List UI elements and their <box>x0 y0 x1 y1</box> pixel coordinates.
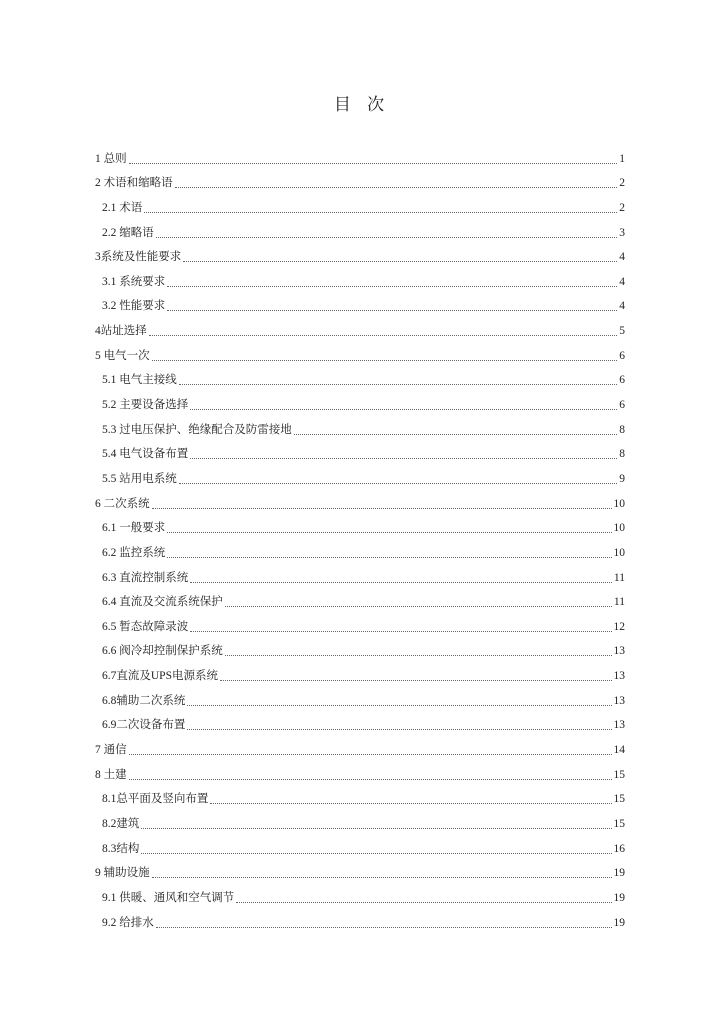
toc-entry-label: 1 总则 <box>95 152 127 165</box>
dot-leader <box>190 409 617 410</box>
toc-title: 目 次 <box>333 95 391 114</box>
toc-entry-page: 13 <box>613 694 625 707</box>
dot-leader <box>175 187 618 188</box>
toc-entry[interactable] <box>95 292 625 317</box>
dot-leader <box>179 384 618 385</box>
toc-entry-label: 6.1 一般要求 <box>102 522 166 535</box>
dot-leader <box>144 212 617 213</box>
dot-leader <box>179 483 618 484</box>
toc-entry-page: 6 <box>619 349 625 362</box>
dot-leader <box>187 705 611 706</box>
toc-entry[interactable] <box>95 785 625 810</box>
dot-leader <box>149 335 618 336</box>
toc-entry-label: 6.2 监控系统 <box>102 546 166 559</box>
dot-leader <box>167 310 617 311</box>
toc-entry-page: 13 <box>613 670 625 683</box>
toc-entry-page: 12 <box>613 620 625 633</box>
toc-entry-label: 8.2建筑 <box>102 817 140 830</box>
toc-entry-page: 1 <box>619 152 625 165</box>
toc-entry[interactable] <box>95 834 625 859</box>
toc-entry-label: 6.8辅助二次系统 <box>102 694 186 707</box>
dot-leader <box>152 877 612 878</box>
toc-entry[interactable] <box>95 809 625 834</box>
table-of-contents <box>95 144 625 933</box>
toc-entry-page: 8 <box>619 423 625 436</box>
dot-leader <box>210 803 611 804</box>
dot-leader <box>156 927 612 928</box>
dot-leader <box>167 286 617 287</box>
toc-entry-page: 19 <box>613 916 625 929</box>
dot-leader <box>187 729 611 730</box>
toc-entry[interactable] <box>95 859 625 884</box>
toc-entry[interactable] <box>95 169 625 194</box>
toc-entry-page: 11 <box>613 596 625 609</box>
toc-entry-page: 11 <box>613 571 625 584</box>
toc-entry-label: 8.3结构 <box>102 842 140 855</box>
toc-entry-page: 19 <box>613 891 625 904</box>
toc-entry-label: 7 通信 <box>95 744 127 757</box>
toc-entry[interactable] <box>95 711 625 736</box>
dot-leader <box>141 853 611 854</box>
dot-leader <box>294 434 618 435</box>
toc-entry-page: 4 <box>619 251 625 264</box>
dot-leader <box>141 828 611 829</box>
dot-leader <box>152 360 618 361</box>
toc-entry[interactable] <box>95 341 625 366</box>
toc-entry-label: 5.5 站用电系统 <box>102 472 177 485</box>
toc-entry-label: 3.1 系统要求 <box>102 275 166 288</box>
toc-entry-page: 19 <box>613 867 625 880</box>
toc-entry-page: 3 <box>619 226 625 239</box>
toc-entry-page: 6 <box>619 374 625 387</box>
toc-entry-label: 8.1总平面及竖向布置 <box>102 793 209 806</box>
dot-leader <box>152 508 612 509</box>
toc-entry-label: 5 电气一次 <box>95 349 150 362</box>
toc-entry[interactable] <box>95 883 625 908</box>
toc-entry-label: 9.1 供暖、通风和空气调节 <box>102 891 235 904</box>
toc-entry[interactable] <box>95 612 625 637</box>
toc-entry-label: 9.2 给排水 <box>102 916 154 929</box>
dot-leader <box>225 606 612 607</box>
toc-entry[interactable] <box>95 588 625 613</box>
toc-entry[interactable] <box>95 415 625 440</box>
toc-entry-label: 5.1 电气主接线 <box>102 374 177 387</box>
toc-entry-page: 15 <box>613 793 625 806</box>
toc-entry-label: 3系统及性能要求 <box>95 251 182 264</box>
toc-entry-label: 2.2 缩略语 <box>102 226 154 239</box>
dot-leader <box>190 631 611 632</box>
toc-entry-page: 4 <box>619 300 625 313</box>
toc-entry[interactable] <box>95 661 625 686</box>
toc-entry[interactable] <box>95 316 625 341</box>
dot-leader <box>156 237 618 238</box>
toc-entry[interactable] <box>95 637 625 662</box>
toc-entry[interactable] <box>95 538 625 563</box>
toc-entry[interactable] <box>95 563 625 588</box>
toc-entry-label: 5.4 电气设备布置 <box>102 448 189 461</box>
toc-entry[interactable] <box>95 489 625 514</box>
toc-entry-page: 10 <box>613 497 625 510</box>
toc-entry-label: 2.1 术语 <box>102 201 143 214</box>
toc-entry-page: 14 <box>613 744 625 757</box>
toc-entry-page: 10 <box>613 522 625 535</box>
toc-entry-label: 3.2 性能要求 <box>102 300 166 313</box>
toc-entry-page: 10 <box>613 546 625 559</box>
toc-entry-page: 5 <box>619 325 625 338</box>
dot-leader <box>225 655 612 656</box>
toc-entry[interactable] <box>95 390 625 415</box>
dot-leader <box>167 557 611 558</box>
toc-entry-label: 6.9二次设备布置 <box>102 719 186 732</box>
toc-entry[interactable] <box>95 243 625 268</box>
dot-leader <box>236 902 611 903</box>
toc-entry-page: 2 <box>619 201 625 214</box>
toc-entry[interactable] <box>95 366 625 391</box>
toc-entry-label: 6 二次系统 <box>95 497 150 510</box>
toc-entry-page: 13 <box>613 645 625 658</box>
toc-entry-label: 8 土建 <box>95 768 127 781</box>
toc-entry-label: 9 辅助设施 <box>95 867 150 880</box>
toc-entry[interactable] <box>95 144 625 169</box>
toc-entry[interactable] <box>95 267 625 292</box>
toc-entry[interactable] <box>95 735 625 760</box>
dot-leader <box>220 680 612 681</box>
dot-leader <box>129 754 612 755</box>
toc-entry-label: 6.7直流及UPS电源系统 <box>102 670 218 683</box>
toc-entry-page: 16 <box>613 842 625 855</box>
toc-entry[interactable] <box>95 908 625 933</box>
toc-entry-page: 8 <box>619 448 625 461</box>
toc-entry[interactable] <box>95 193 625 218</box>
toc-entry-page: 2 <box>619 177 625 190</box>
toc-entry-label: 6.6 阀冷却控制保护系统 <box>102 645 223 658</box>
toc-entry-label: 6.4 直流及交流系统保护 <box>102 596 223 609</box>
toc-entry-label: 5.3 过电压保护、绝缘配合及防雷接地 <box>102 423 292 436</box>
dot-leader <box>183 261 617 262</box>
dot-leader <box>129 779 612 780</box>
toc-entry-label: 6.5 暂态故障录波 <box>102 620 189 633</box>
toc-entry-label: 2 术语和缩略语 <box>95 177 173 190</box>
toc-entry[interactable] <box>95 686 625 711</box>
toc-entry-page: 15 <box>613 768 625 781</box>
dot-leader <box>167 532 611 533</box>
toc-entry[interactable] <box>95 514 625 539</box>
toc-entry-page: 13 <box>613 719 625 732</box>
toc-entry-label: 6.3 直流控制系统 <box>102 571 189 584</box>
toc-entry-page: 6 <box>619 399 625 412</box>
toc-entry-page: 15 <box>613 817 625 830</box>
toc-entry[interactable] <box>95 464 625 489</box>
toc-entry[interactable] <box>95 218 625 243</box>
dot-leader <box>190 458 617 459</box>
toc-entry-page: 9 <box>619 472 625 485</box>
dot-leader <box>190 582 612 583</box>
toc-entry[interactable] <box>95 760 625 785</box>
toc-entry-label: 5.2 主要设备选择 <box>102 399 189 412</box>
dot-leader <box>129 163 618 164</box>
toc-entry-page: 4 <box>619 275 625 288</box>
toc-entry[interactable] <box>95 440 625 465</box>
toc-entry-label: 4站址选择 <box>95 325 147 338</box>
